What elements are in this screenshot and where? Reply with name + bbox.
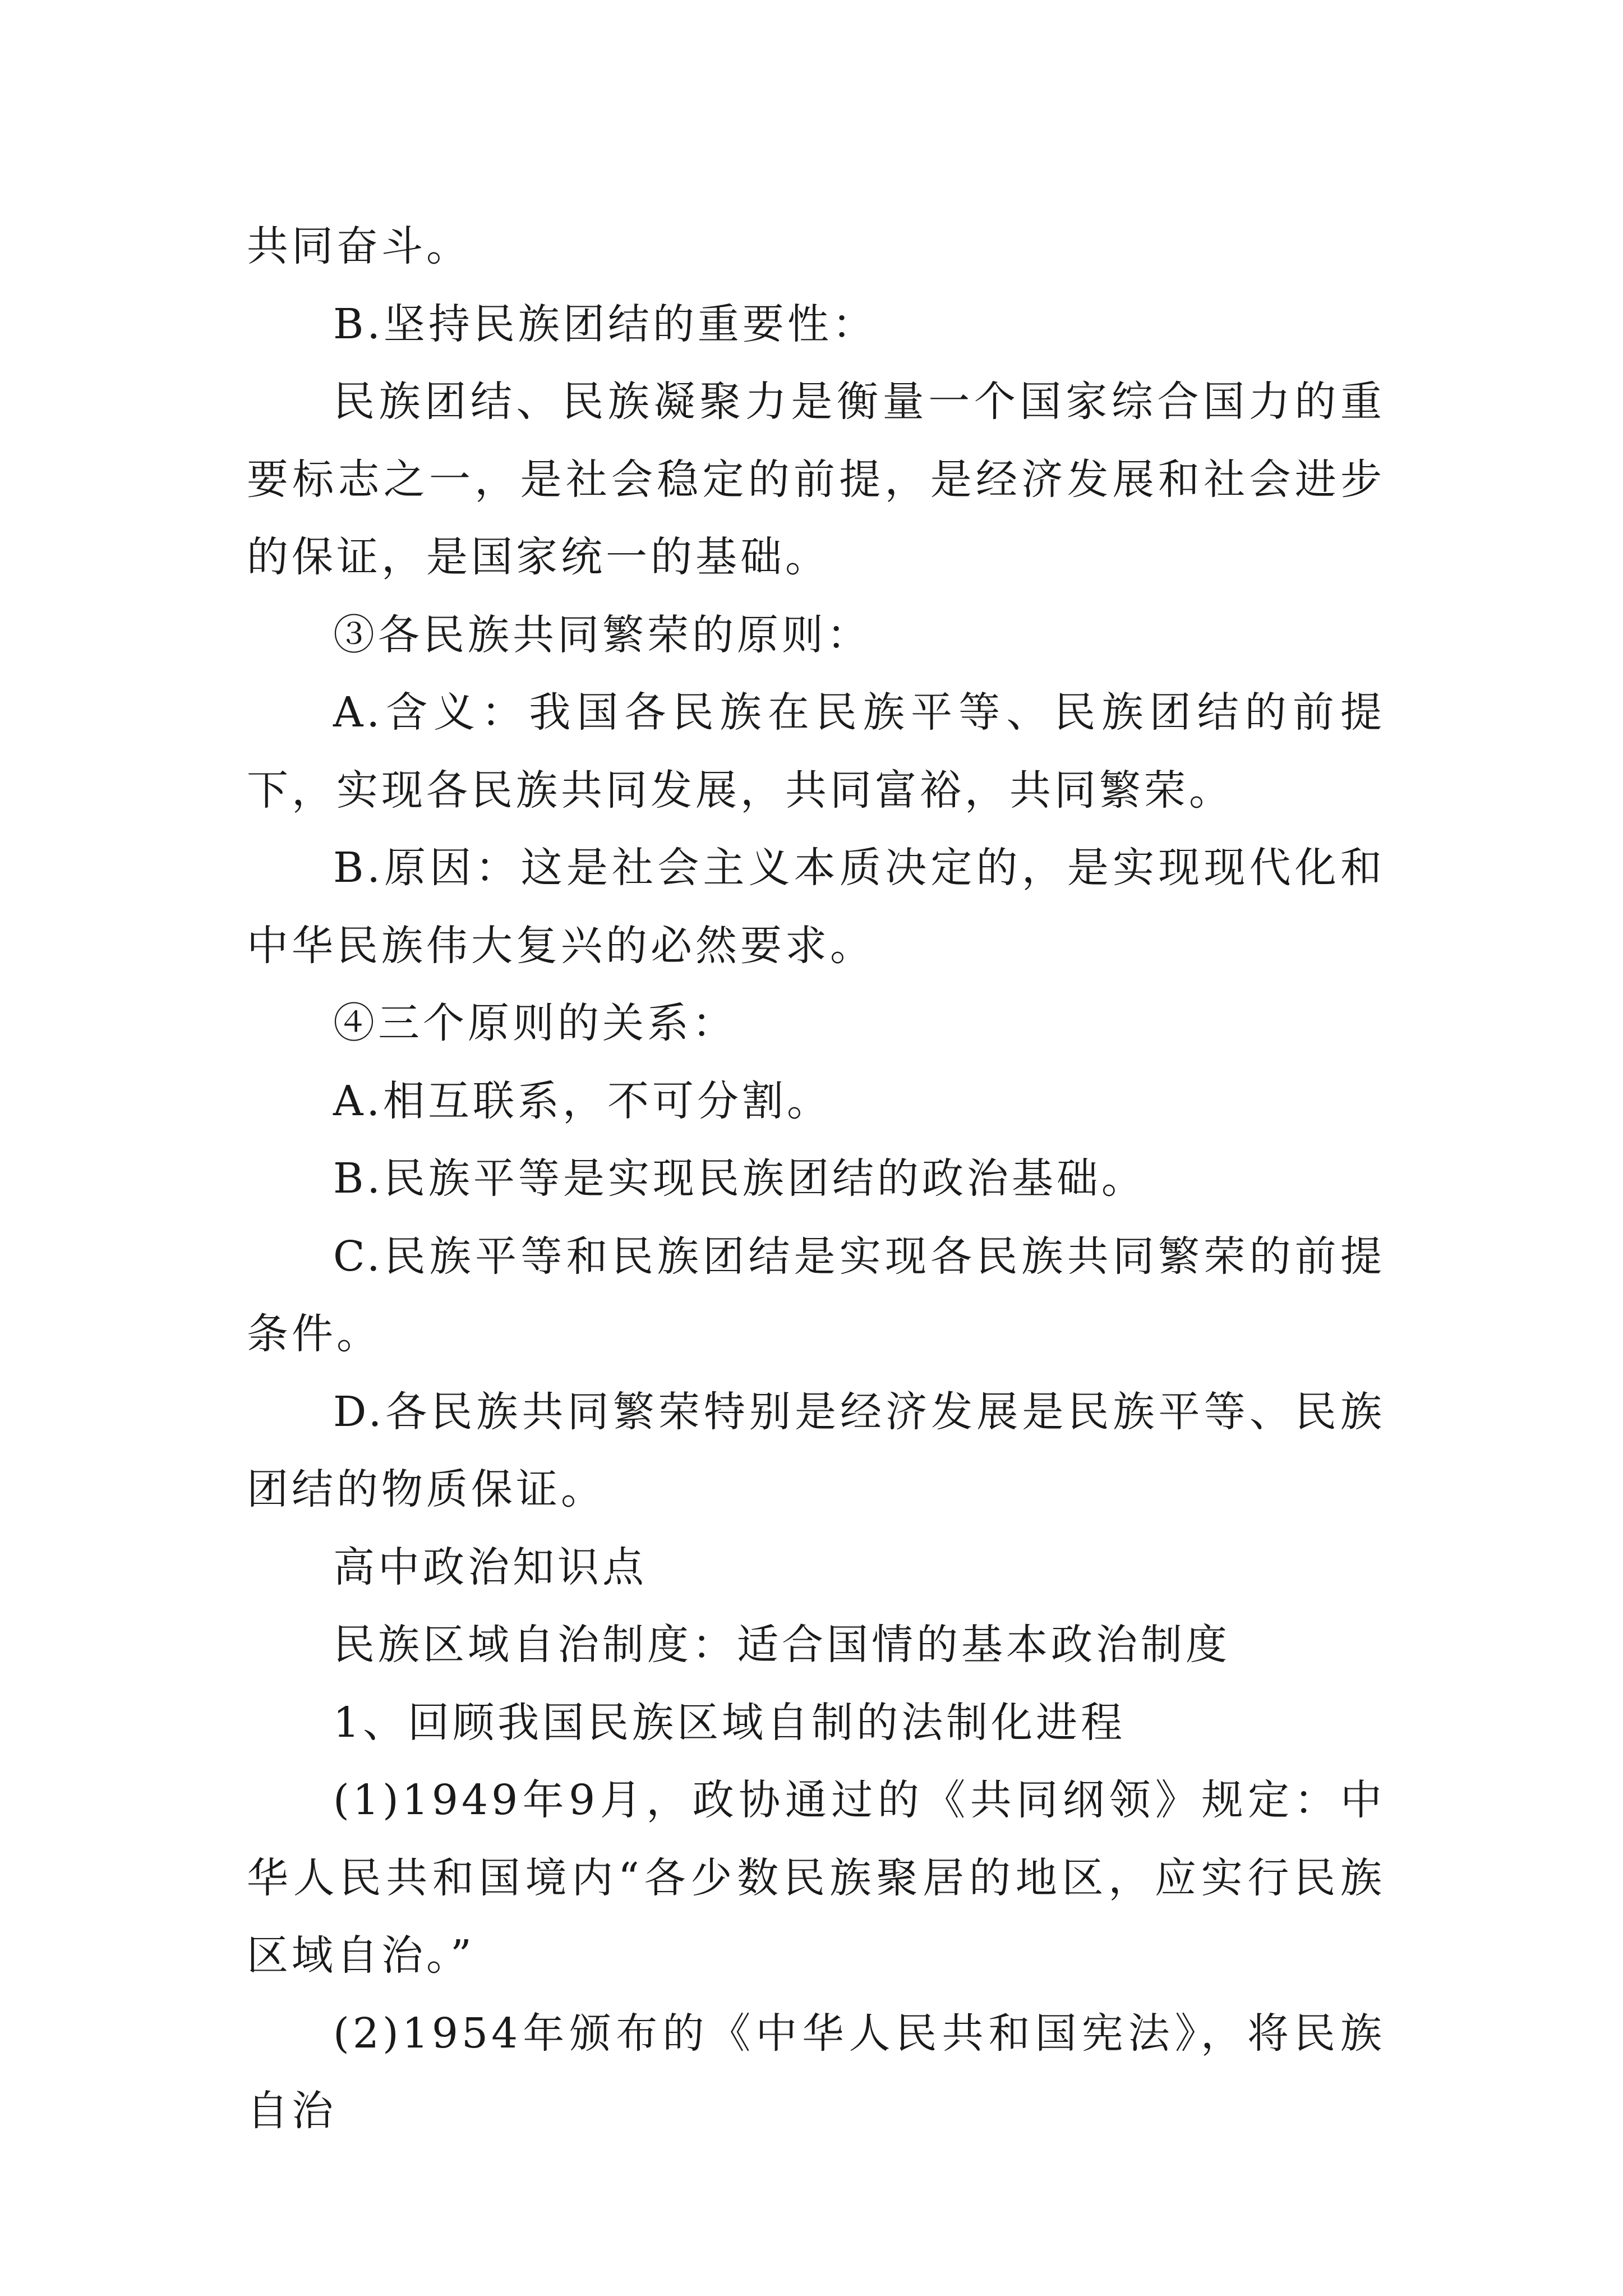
- paragraph: 民族区域自治制度：适合国情的基本政治制度: [333, 1621, 1230, 1669]
- paragraph: (2)1954年颁布的《中华人民共和国宪法》，将民族自治: [247, 2009, 1385, 2135]
- paragraph: D.各民族共同繁荣特别是经济发展是民族平等、民族团结的物质保证。: [247, 1387, 1385, 1513]
- paragraph: B.民族平等是实现民族团结的政治基础。: [333, 1154, 1146, 1203]
- paragraph: C.民族平等和民族团结是实现各民族共同繁荣的前提条件。: [247, 1232, 1385, 1358]
- paragraph: ③各民族共同繁荣的原则：: [333, 610, 872, 659]
- paragraph: B.坚持民族团结的重要性：: [333, 300, 877, 348]
- paragraph: ④三个原则的关系：: [333, 999, 737, 1047]
- paragraph: A.相互联系，不可分割。: [333, 1076, 832, 1125]
- section-heading: 高中政治知识点: [333, 1543, 647, 1591]
- document-body: [247, 208, 1385, 2150]
- paragraph: B.原因：这是社会主义本质决定的，是实现现代化和中华民族伟大复兴的必然要求。: [247, 844, 1385, 970]
- paragraph: 共同奋斗。: [247, 222, 471, 270]
- paragraph: (1)1949年9月，政协通过的《共同纲领》规定：中华人民共和国境内“各少数民族聚居的地区，应实行民族区域自治。”: [247, 1776, 1385, 1980]
- paragraph: A.含义：我国各民族在民族平等、民族团结的前提下，实现各民族共同发展，共同富裕，共同繁荣。: [247, 688, 1385, 815]
- paragraph: 民族团结、民族凝聚力是衡量一个国家综合国力的重要标志之一，是社会稳定的前提，是经济发展和社会进步的保证，是国家统一的基础。: [247, 378, 1385, 581]
- paragraph: 1、回顾我国民族区域自制的法制化进程: [333, 1698, 1126, 1747]
